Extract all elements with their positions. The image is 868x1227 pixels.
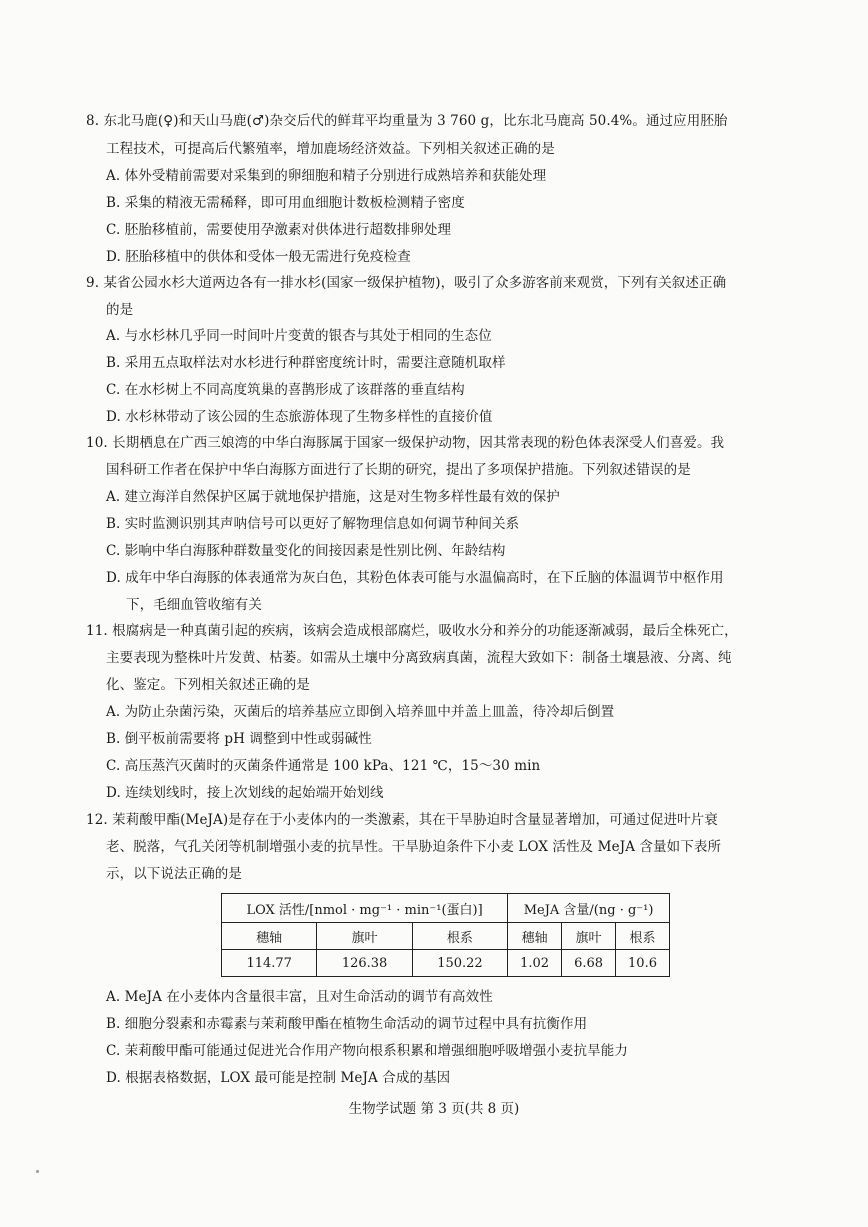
q12-stem-line1: 12. 茉莉酸甲酯(MeJA)是存在于小麦体内的一类激素，其在干旱胁迫时含量显著增加，可通过促进叶片衰 [86,812,718,828]
lox-meja-table [221,893,670,977]
table-cell: 10.6 [616,950,670,977]
q10-option-d-line1: D. 成年中华白海豚的体表通常为灰白色，其粉色体表可能与水温偏高时，在下丘脑的体温调节中枢作用 [106,570,724,586]
table-subheader: 旗叶 [317,923,412,950]
table-cell: 114.77 [222,950,317,977]
table-header-meja: MeJA 含量/(ng · g⁻¹) [508,894,670,923]
q8-option-b: B. 采集的精液无需稀释，即可用血细胞计数板检测精子密度 [106,195,465,211]
q12-option-a: A. MeJA 在小麦体内含量很丰富，且对生命活动的调节有高效性 [106,989,493,1005]
q10-stem-line1: 10. 长期栖息在广西三娘湾的中华白海豚属于国家一级保护动物，因其常表现的粉色体表深受人们喜爱。我 [86,435,725,451]
q11-option-c: C. 高压蒸汽灭菌时的灭菌条件通常是 100 kPa、121 ℃，15～30 min [106,758,541,774]
table-cell: 6.68 [562,950,616,977]
q12-stem-line3: 示，以下说法正确的是 [106,866,242,882]
q8-stem-line1: 8. 东北马鹿(♀)和天山马鹿(♂)杂交后代的鲜茸平均重量为 3 760 g，比东北马鹿高 50.4%。通过应用胚胎 [86,113,728,129]
q8-option-d: D. 胚胎移植中的供体和受体一般无需进行免疫检查 [106,249,411,265]
q12-option-c: C. 茉莉酸甲酯可能通过促进光合作用产物向根系积累和增强细胞呼吸增强小麦抗旱能力 [106,1043,628,1059]
q8-option-c: C. 胚胎移植前，需要使用孕激素对供体进行超数排卵处理 [106,222,452,238]
q11-option-a: A. 为防止杂菌污染，灭菌后的培养基应立即倒入培养皿中并盖上皿盖，待冷却后倒置 [106,704,615,720]
q11-stem-line3: 化、鉴定。下列相关叙述正确的是 [106,677,310,693]
q12-option-d: D. 根据表格数据，LOX 最可能是控制 MeJA 合成的基因 [106,1070,451,1086]
q10-option-b: B. 实时监测识别其声呐信号可以更好了解物理信息如何调节种间关系 [106,516,520,532]
q12-stem-line2: 老、脱落，气孔关闭等机制增强小麦的抗旱性。干旱胁迫条件下小麦 LOX 活性及 MeJA 含量如下表所 [106,839,722,855]
q11-option-d: D. 连续划线时，接上次划线的起始端开始划线 [106,785,384,801]
table-header-lox: LOX 活性/[nmol · mg⁻¹ · min⁻¹(蛋白)] [222,894,508,923]
table-subheader: 穗轴 [222,923,317,950]
q9-stem-line2: 的是 [106,302,134,318]
table-subheader: 根系 [412,923,507,950]
q10-option-c: C. 影响中华白海豚种群数量变化的间接因素是性别比例、年龄结构 [106,543,506,559]
q9-option-b: B. 采用五点取样法对水杉进行种群密度统计时，需要注意随机取样 [106,355,506,371]
q11-option-b: B. 倒平板前需要将 pH 调整到中性或弱碱性 [106,731,372,747]
q11-stem-line2: 主要表现为整株叶片发黄、枯萎。如需从土壤中分离致病真菌，流程大致如下：制备土壤悬液、分离、纯 [106,650,732,666]
q11-stem-line1: 11. 根腐病是一种真菌引起的疾病，该病会造成根部腐烂，吸收水分和养分的功能逐渐减弱，最后全株死亡， [86,623,738,639]
q10-stem-line2: 国科研工作者在保护中华白海豚方面进行了长期的研究，提出了多项保护措施。下列叙述错误的是 [106,462,691,478]
q8-stem-line2: 工程技术，可提高后代繁殖率，增加鹿场经济效益。下列相关叙述正确的是 [106,141,555,157]
q9-option-c: C. 在水杉树上不同高度筑巢的喜鹊形成了该群落的垂直结构 [106,382,465,398]
table-cell: 150.22 [412,950,507,977]
table-subheader: 根系 [616,923,670,950]
scan-speck [36,1170,39,1173]
q8-option-a: A. 体外受精前需要对采集到的卵细胞和精子分别进行成熟培养和获能处理 [106,168,547,184]
table-subheader: 旗叶 [562,923,616,950]
q10-option-d-line2: 下，毛细血管收缩有关 [126,597,262,613]
q9-stem-line1: 9. 某省公园水杉大道两边各有一排水杉(国家一级保护植物)，吸引了众多游客前来观赏，下列有关叙述正确 [86,275,727,291]
q12-option-b: B. 细胞分裂素和赤霉素与茉莉酸甲酯在植物生命活动的调节过程中具有抗衡作用 [106,1016,588,1032]
table-subheader: 穗轴 [508,923,562,950]
q9-option-a: A. 与水杉林几乎同一时间叶片变黄的银杏与其处于相同的生态位 [106,328,492,344]
page-footer: 生物学试题 第 3 页(共 8 页) [348,1101,520,1117]
q10-option-a: A. 建立海洋自然保护区属于就地保护措施，这是对生物多样性最有效的保护 [106,489,560,505]
table-cell: 126.38 [317,950,412,977]
table-cell: 1.02 [508,950,562,977]
q9-option-d: D. 水杉林带动了该公园的生态旅游体现了生物多样性的直接价值 [106,409,493,425]
